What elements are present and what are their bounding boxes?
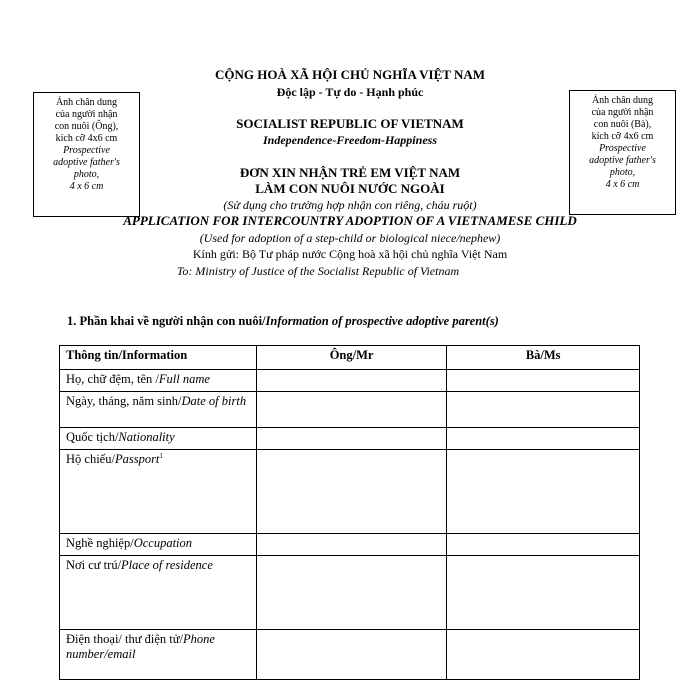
row-label-occupation: Nghề nghiệp/Occupation	[60, 534, 257, 556]
section-1-label-vi: 1. Phần khai về người nhận con nuôi/	[67, 314, 266, 328]
row-label-passport: Hộ chiếu/Passport$^1$	[60, 450, 257, 534]
ms-full-name-cell[interactable]	[447, 370, 640, 392]
country-name-vi: CỘNG HOÀ XÃ HỘI CHỦ NGHĨA VIỆT NAM	[214, 67, 486, 82]
title-en-subtitle: (Used for adoption of a step-child or biological niece/nephew)	[199, 231, 501, 245]
footnote-marker: 1	[159, 452, 163, 460]
motto-en: Independence-Freedom-Happiness	[263, 133, 437, 147]
column-header-ms: Bà/Ms	[447, 346, 640, 370]
motto-vi: Độc lập - Tự do - Hạnh phúc	[276, 85, 424, 99]
title-vi-line1: ĐƠN XIN NHẬN TRẺ EM VIỆT NAM	[239, 165, 461, 180]
photo-box-text: Ảnh chân dung của người nhận con nuôi (Ông), kích cỡ 4x6 cm Prospective adoptive father's photo, 4 x 6 cm	[53, 97, 120, 192]
row-label-phone-email: Điện thoại/ thư điện tử/Phone number/email	[60, 630, 257, 680]
adoptive-parent-info-table	[59, 345, 640, 680]
addressee-en: To: Ministry of Justice of the Socialist Republic of Vietnam	[176, 264, 460, 278]
row-label-place-of-residence: Nơi cư trú/Place of residence	[60, 556, 257, 630]
column-header-information: Thông tin/Information	[60, 346, 257, 370]
mr-full-name-cell[interactable]	[256, 370, 447, 392]
ms-date-of-birth-cell[interactable]	[447, 392, 640, 428]
table-row	[60, 392, 640, 428]
ms-occupation-cell[interactable]	[447, 534, 640, 556]
mr-phone-email-cell[interactable]	[256, 630, 447, 680]
mr-occupation-cell[interactable]	[256, 534, 447, 556]
mr-date-of-birth-cell[interactable]	[256, 392, 447, 428]
section-1-label-en: Information of prospective adoptive parent(s)	[265, 314, 499, 328]
title-en: APPLICATION FOR INTERCOUNTRY ADOPTION OF A VIETNAMESE CHILD	[123, 213, 577, 228]
ms-passport-cell[interactable]	[447, 450, 640, 534]
ms-phone-email-cell[interactable]	[447, 630, 640, 680]
row-label-date-of-birth: Ngày, tháng, năm sinh/Date of birth	[60, 392, 257, 428]
ms-nationality-cell[interactable]	[447, 428, 640, 450]
row-label-full-name: Họ, chữ đệm, tên /Full name	[60, 370, 257, 392]
table-row	[60, 534, 640, 556]
table-row	[60, 428, 640, 450]
mr-place-of-residence-cell[interactable]	[256, 556, 447, 630]
addressee-vi: Kính gửi: Bộ Tư pháp nước Cộng hoà xã hội chủ nghĩa Việt Nam	[192, 247, 508, 261]
title-vi-line2: LÀM CON NUÔI NƯỚC NGOÀI	[255, 181, 445, 196]
ms-place-of-residence-cell[interactable]	[447, 556, 640, 630]
table-row	[60, 450, 640, 534]
table-row	[60, 630, 640, 680]
country-name-en: SOCIALIST REPUBLIC OF VIETNAM	[236, 116, 464, 131]
title-vi-subtitle: (Sử dụng cho trường hợp nhận con riêng, cháu ruột)	[223, 198, 477, 212]
mr-nationality-cell[interactable]	[256, 428, 447, 450]
table-row	[60, 556, 640, 630]
mr-passport-cell[interactable]	[256, 450, 447, 534]
section-1-heading	[67, 314, 499, 329]
row-label-nationality: Quốc tịch/Nationality	[60, 428, 257, 450]
table-header-row	[60, 346, 640, 370]
column-header-mr: Ông/Mr	[256, 346, 447, 370]
photo-box-text: Ảnh chân dung của người nhận con nuôi (Bà), kích cỡ 4x6 cm Prospective adoptive father's photo, 4 x 6 cm	[589, 95, 656, 190]
table-row	[60, 370, 640, 392]
